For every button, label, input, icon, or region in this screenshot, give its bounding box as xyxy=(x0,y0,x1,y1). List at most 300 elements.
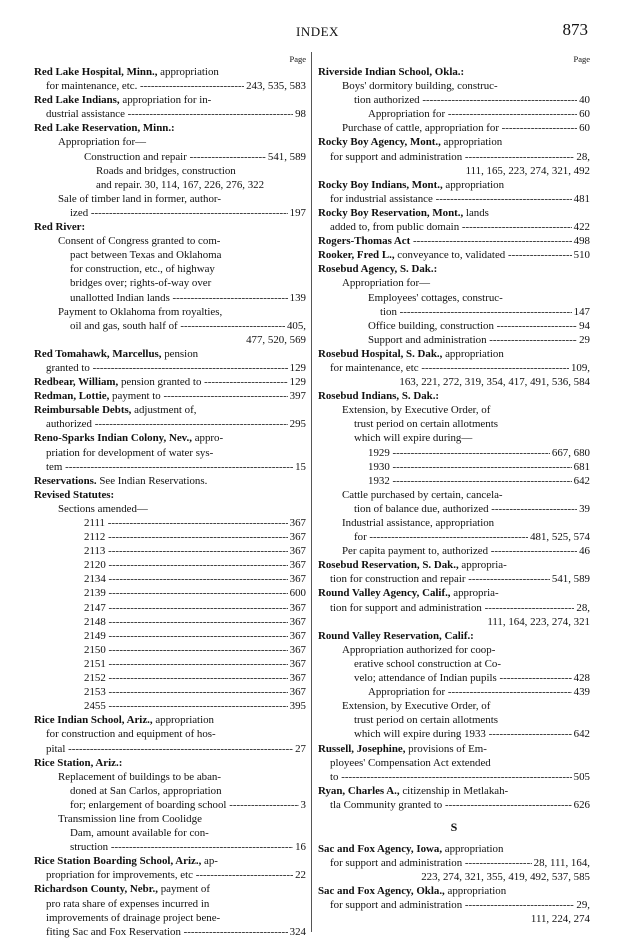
page-column-label: Page xyxy=(289,54,306,64)
index-entry-line xyxy=(318,460,590,474)
entry-heading: Rosebud Agency, S. Dak.: xyxy=(318,263,438,276)
entry-text: Appropriation for xyxy=(368,686,446,699)
entry-text: appropriation xyxy=(440,136,503,149)
entry-heading: Ryan, Charles A., xyxy=(318,784,400,797)
entry-text: Construction and repair xyxy=(84,150,187,163)
entry-heading: Sac and Fox Agency, Okla., xyxy=(318,885,445,898)
entry-text: authorized xyxy=(46,418,92,431)
page-reference: 367 xyxy=(289,686,306,699)
entry-text: Office building, construction xyxy=(368,319,494,332)
page-column-label: Page xyxy=(573,54,590,64)
entry-text: unallotted Indian lands xyxy=(70,291,170,304)
page-reference: 15 xyxy=(295,460,306,473)
page-reference: 481, 525, 574 xyxy=(530,531,590,544)
page-reference: 324 xyxy=(289,925,306,938)
index-entry-line xyxy=(318,530,590,544)
entry-text: Appropriation for— xyxy=(342,277,431,290)
index-entry-line xyxy=(318,756,590,770)
index-entry-line xyxy=(34,121,306,135)
page-reference: 367 xyxy=(289,601,306,614)
entry-heading: Russell, Josephine, xyxy=(318,742,406,755)
index-entry-line xyxy=(318,699,590,713)
index-entry-line xyxy=(34,572,306,586)
entry-text: tem xyxy=(46,460,63,473)
page-reference: 40 xyxy=(579,94,590,107)
entry-text: ployees' Compensation Act extended xyxy=(330,756,491,769)
index-entry-line xyxy=(34,615,306,629)
index-entry-line xyxy=(318,685,590,699)
entry-heading: Red Tomahawk, Marcellus, xyxy=(34,347,162,360)
index-entry-line xyxy=(318,65,590,79)
index-column-right xyxy=(318,54,590,927)
column-divider xyxy=(311,52,312,932)
entry-text: Per capita payment to, authorized xyxy=(342,545,489,558)
page-reference: 367 xyxy=(289,559,306,572)
index-entry-line xyxy=(318,516,590,530)
entry-text: appropria- xyxy=(450,587,499,600)
index-entry-line xyxy=(34,389,306,403)
entry-text: appropriation xyxy=(442,842,504,855)
entry-text: conveyance to, validated xyxy=(394,249,506,262)
page-reference: 28, xyxy=(576,150,590,163)
entry-text: erative school construction at Co- xyxy=(354,657,501,670)
index-entry-line xyxy=(318,671,590,685)
index-entry-line xyxy=(318,657,590,671)
page-reference: 295 xyxy=(289,418,306,431)
index-entry-line xyxy=(318,333,590,347)
page-reference: 129 xyxy=(289,361,306,374)
entry-heading: Rogers-Thomas Act xyxy=(318,235,411,248)
page-reference: 422 xyxy=(573,221,590,234)
page-reference: 60 xyxy=(579,108,590,121)
entry-heading: Rooker, Fred L., xyxy=(318,249,395,262)
entry-text: ap- xyxy=(201,855,218,868)
entry-text: priation for development of water sys- xyxy=(46,446,214,459)
page-reference: 29, xyxy=(576,899,590,912)
entry-text: 2147 xyxy=(84,601,106,614)
entry-text: for support and administration xyxy=(330,150,463,163)
entry-text: to xyxy=(330,770,339,783)
entry-text: tion xyxy=(380,305,397,318)
page-reference: 147 xyxy=(573,305,590,318)
entry-text: Appropriation authorized for coop- xyxy=(342,643,496,656)
index-entry-line xyxy=(318,784,590,798)
index-entry-line xyxy=(318,615,590,629)
index-entry-line xyxy=(34,629,306,643)
entry-text: payment of xyxy=(157,883,210,896)
index-entry-line xyxy=(34,305,306,319)
entry-text: fiting Sac and Fox Reservation xyxy=(46,925,181,938)
index-entry-line xyxy=(318,276,590,290)
entry-text: tion authorized xyxy=(354,94,420,107)
entry-text: tion for construction and repair xyxy=(330,573,466,586)
index-entry-line xyxy=(318,870,590,884)
index-entry-line xyxy=(34,897,306,911)
page-reference: 28, xyxy=(576,601,590,614)
page-reference: 397 xyxy=(289,390,306,403)
index-entry-line xyxy=(34,248,306,262)
entry-heading: Red Lake Indians, xyxy=(34,94,120,107)
index-entry-line xyxy=(318,135,590,149)
page-reference: 541, 589 xyxy=(551,573,590,586)
entry-text: trust period on certain allotments xyxy=(354,714,498,727)
index-column-left xyxy=(34,54,306,939)
index-entry-line xyxy=(318,629,590,643)
entry-text: dustrial assistance xyxy=(46,108,125,121)
entry-text: 2151 xyxy=(84,657,106,670)
page-reference: 428 xyxy=(573,672,590,685)
page-reference: 111, 165, 223, 274, 321, 492 xyxy=(465,164,590,177)
index-entry-line xyxy=(318,248,590,262)
entry-text: citizenship in Metlakah- xyxy=(399,784,509,797)
entry-text: 1930 xyxy=(368,460,390,473)
index-entry-line xyxy=(34,403,306,417)
index-entry-line xyxy=(34,79,306,93)
entry-heading: Rice Station Boarding School, Ariz., xyxy=(34,855,202,868)
index-entry-line xyxy=(318,474,590,488)
page-reference: 367 xyxy=(289,531,306,544)
index-entry-line xyxy=(318,150,590,164)
entry-text: Purchase of cattle, appropriation for xyxy=(342,122,499,135)
index-entry-line xyxy=(318,121,590,135)
entry-text: granted to xyxy=(46,361,90,374)
page-reference: 477, 520, 569 xyxy=(246,333,306,346)
page-reference: 367 xyxy=(289,672,306,685)
index-entry-line xyxy=(34,812,306,826)
index-entries-right-s xyxy=(318,842,590,927)
entry-text: 2112 xyxy=(84,531,106,544)
entry-text: propriation for improvements, etc xyxy=(46,869,193,882)
entry-text: 2139 xyxy=(84,587,106,600)
entry-text: Dam, amount available for con- xyxy=(70,827,209,840)
index-entry-line xyxy=(318,713,590,727)
entry-text: for maintenance, etc xyxy=(330,361,419,374)
entry-text: Extension, by Executive Order, of xyxy=(342,404,491,417)
page-reference: 510 xyxy=(573,249,590,262)
page-reference: 98 xyxy=(295,108,306,121)
index-entry-line xyxy=(318,107,590,121)
index-entry-line xyxy=(34,742,306,756)
index-entry-line xyxy=(318,192,590,206)
index-entry-line xyxy=(34,925,306,939)
index-entry-line xyxy=(34,93,306,107)
index-entry-line xyxy=(318,742,590,756)
index-entry-line xyxy=(318,375,590,389)
entry-text: 1929 xyxy=(368,446,390,459)
entry-text: for; enlargement of boarding school xyxy=(70,798,227,811)
page-reference: 39 xyxy=(579,502,590,515)
entry-heading: Rice Station, Ariz.: xyxy=(34,756,123,769)
page-reference: 163, 221, 272, 319, 354, 417, 491, 536, 584 xyxy=(399,376,590,389)
entry-text: Appropriation for— xyxy=(58,136,147,149)
page-reference: 600 xyxy=(289,587,306,600)
page-reference: 626 xyxy=(573,798,590,811)
page-reference: 111, 224, 274 xyxy=(530,913,590,926)
index-entry-line xyxy=(34,854,306,868)
entry-text: for maintenance, etc. xyxy=(46,80,138,93)
entry-text: improvements of drainage project bene- xyxy=(46,911,221,924)
index-entry-line xyxy=(318,643,590,657)
entry-text: for construction, etc., of highway xyxy=(70,263,215,276)
index-entry-line xyxy=(34,347,306,361)
entry-text: tion for support and administration xyxy=(330,601,482,614)
entry-text: appropriation xyxy=(444,885,507,898)
index-entry-line xyxy=(318,586,590,600)
index-entry-line xyxy=(34,826,306,840)
index-entry-line xyxy=(318,178,590,192)
entry-text: appropriation xyxy=(442,178,505,191)
index-entry-line xyxy=(318,842,590,856)
page-header xyxy=(0,22,628,46)
page-reference: 642 xyxy=(573,728,590,741)
entry-heading: Round Valley Reservation, Calif.: xyxy=(318,629,474,642)
entry-text: 2150 xyxy=(84,643,106,656)
index-entry-line xyxy=(318,291,590,305)
entry-text: for industrial assistance xyxy=(330,192,433,205)
index-entry-line xyxy=(34,713,306,727)
page-reference: 541, 589 xyxy=(267,150,306,163)
index-entry-line xyxy=(34,107,306,121)
index-entry-line xyxy=(318,770,590,784)
entry-text: for support and administration xyxy=(330,857,463,870)
page-reference: 46 xyxy=(579,545,590,558)
entry-text: 2153 xyxy=(84,686,106,699)
page-reference: 395 xyxy=(289,700,306,713)
index-entry-line xyxy=(318,164,590,178)
index-entry-line xyxy=(318,206,590,220)
entry-text: for xyxy=(354,531,367,544)
entry-text: 2455 xyxy=(84,700,106,713)
page-reference: 139 xyxy=(289,291,306,304)
index-entry-line xyxy=(34,276,306,290)
index-entry-line xyxy=(34,431,306,445)
entry-text: doned at San Carlos, appropriation xyxy=(70,784,222,797)
entry-text: provisions of Em- xyxy=(405,742,487,755)
index-entry-line xyxy=(318,347,590,361)
entry-heading: Red River: xyxy=(34,221,86,234)
page-reference: 60 xyxy=(579,122,590,135)
index-entry-line xyxy=(34,840,306,854)
entry-text: 2113 xyxy=(84,545,106,558)
entry-text: See Indian Reservations. xyxy=(96,474,208,487)
entry-text: Replacement of buildings to be aban- xyxy=(58,770,222,783)
index-entry-line xyxy=(34,699,306,713)
entry-text: tion of balance due, authorized xyxy=(354,502,489,515)
entry-heading: Riverside Indian School, Okla.: xyxy=(318,66,465,78)
index-entry-line xyxy=(318,856,590,870)
entry-text: Payment to Oklahoma from royalties, xyxy=(58,305,223,318)
page-reference: 405, xyxy=(286,319,306,332)
entry-heading: Richardson County, Nebr., xyxy=(34,883,158,896)
index-entry-line xyxy=(318,305,590,319)
index-entry-line xyxy=(34,643,306,657)
entry-heading: Rice Indian School, Ariz., xyxy=(34,714,153,727)
entry-text: Boys' dormitory building, construc- xyxy=(342,80,498,93)
index-entry-line xyxy=(34,361,306,375)
index-entry-line xyxy=(34,474,306,488)
index-entry-line xyxy=(34,164,306,178)
index-entry-line xyxy=(34,601,306,615)
entry-text: appropriation xyxy=(442,347,504,360)
entry-heading: Rosebud Reservation, S. Dak., xyxy=(318,559,459,572)
index-entry-line xyxy=(34,727,306,741)
index-entry-line xyxy=(318,319,590,333)
index-entry-line xyxy=(318,912,590,926)
entry-text: adjustment of, xyxy=(131,404,197,417)
entry-text: tla Community granted to xyxy=(330,798,443,811)
index-entry-line xyxy=(34,234,306,248)
index-entry-line xyxy=(318,79,590,93)
entry-text: lands xyxy=(463,206,489,219)
page-reference: 129 xyxy=(289,376,306,389)
index-entry-line xyxy=(34,446,306,460)
index-entry-line xyxy=(34,65,306,79)
index-entry-line xyxy=(318,403,590,417)
index-entry-line xyxy=(318,234,590,248)
entry-text: 2152 xyxy=(84,672,106,685)
index-entry-line xyxy=(34,150,306,164)
index-entry-line xyxy=(34,911,306,925)
entry-text: pension granted to xyxy=(118,376,202,389)
index-entry-line xyxy=(34,333,306,347)
index-entry-line xyxy=(318,544,590,558)
index-entry-line xyxy=(318,417,590,431)
entry-heading: Reno-Sparks Indian Colony, Nev., xyxy=(34,432,192,445)
index-entry-line xyxy=(318,220,590,234)
entry-text: Transmission line from Coolidge xyxy=(58,812,202,825)
entry-heading: Reservations. xyxy=(34,474,97,487)
index-entry-line xyxy=(34,671,306,685)
entry-heading: Redman, Lottie, xyxy=(34,390,110,403)
index-entry-line xyxy=(34,192,306,206)
index-entry-line xyxy=(34,756,306,770)
entry-heading: Rosebud Indians, S. Dak.: xyxy=(318,390,440,403)
page-reference: 28, 111, 164, xyxy=(533,857,590,870)
entry-heading: Sac and Fox Agency, Iowa, xyxy=(318,842,443,855)
entry-text: which will expire during 1933 xyxy=(354,728,486,741)
page-reference: 367 xyxy=(289,643,306,656)
index-entry-line xyxy=(34,586,306,600)
entry-text: Roads and bridges, construction xyxy=(96,164,236,177)
index-entry-line xyxy=(34,868,306,882)
page-reference: 111, 164, 223, 274, 321 xyxy=(487,615,590,628)
entry-heading: Rosebud Hospital, S. Dak., xyxy=(318,347,443,360)
index-entry-line xyxy=(34,460,306,474)
page-reference: 367 xyxy=(289,545,306,558)
index-entry-line xyxy=(318,572,590,586)
index-entry-line xyxy=(34,488,306,502)
entry-heading: Reimbursable Debts, xyxy=(34,404,132,417)
entry-text: which will expire during— xyxy=(354,432,473,445)
entry-heading: Rocky Boy Reservation, Mont., xyxy=(318,206,464,219)
entry-heading: Rocky Boy Agency, Mont., xyxy=(318,136,441,149)
index-entry-line xyxy=(318,798,590,812)
page-reference: 367 xyxy=(289,517,306,529)
entry-text: 2149 xyxy=(84,629,106,642)
index-entry-line xyxy=(34,375,306,389)
entry-heading: Red Lake Hospital, Minn., xyxy=(34,66,158,78)
entry-text: 2134 xyxy=(84,573,106,586)
entry-heading: Rocky Boy Indians, Mont., xyxy=(318,178,443,191)
index-entry-line xyxy=(318,389,590,403)
entry-text: oil and gas, south half of xyxy=(70,319,178,332)
page-reference: 29 xyxy=(579,333,590,346)
entry-heading: Round Valley Agency, Calif., xyxy=(318,587,451,600)
entry-text: Industrial assistance, appropriation xyxy=(342,517,495,529)
page-reference: 243, 535, 583 xyxy=(246,80,306,93)
index-entry-line xyxy=(318,431,590,445)
page-reference: 367 xyxy=(289,657,306,670)
entry-text: Employees' cottages, construc- xyxy=(368,291,503,304)
index-entry-line xyxy=(34,882,306,896)
entry-text: and repair. 30, 114, 167, 226, 276, 322 xyxy=(96,178,265,191)
entry-text: appro- xyxy=(191,432,224,445)
page-number: 873 xyxy=(562,20,588,39)
page-reference: 439 xyxy=(573,686,590,699)
index-entry-line xyxy=(34,685,306,699)
entry-text: appropriation xyxy=(157,66,219,78)
page-reference: 367 xyxy=(289,615,306,628)
entry-text: bridges over; rights-of-way over xyxy=(70,277,212,290)
page-reference: 642 xyxy=(573,474,590,487)
entry-text: pital xyxy=(46,742,66,755)
page-reference: 94 xyxy=(579,319,590,332)
entry-heading: Redbear, William, xyxy=(34,376,119,389)
page-reference: 197 xyxy=(289,206,306,219)
index-entry-line xyxy=(318,727,590,741)
page-reference: 16 xyxy=(295,841,306,854)
index-entry-line xyxy=(34,544,306,558)
index-entry-line xyxy=(34,417,306,431)
index-entry-line xyxy=(318,502,590,516)
entry-text: ized xyxy=(70,206,89,219)
index-entry-line xyxy=(34,657,306,671)
running-title: INDEX xyxy=(296,24,339,39)
index-entry-line xyxy=(34,220,306,234)
entry-text: Sale of timber land in former, author- xyxy=(58,192,221,205)
page-reference: 22 xyxy=(295,869,306,882)
page-reference: 681 xyxy=(573,460,590,473)
index-entry-line xyxy=(34,558,306,572)
entry-text: struction xyxy=(70,841,109,854)
index-entry-line xyxy=(34,206,306,220)
index-entries-left xyxy=(34,65,306,939)
index-entry-line xyxy=(34,770,306,784)
entry-text: appropria- xyxy=(458,559,507,572)
entry-text: velo; attendance of Indian pupils xyxy=(354,672,497,685)
page-reference: 667, 680 xyxy=(551,446,590,459)
index-entry-line xyxy=(318,601,590,615)
page-reference: 3 xyxy=(300,798,306,811)
entry-text: Extension, by Executive Order, of xyxy=(342,700,491,713)
entry-text: Cattle purchased by certain, cancela- xyxy=(342,488,503,501)
entry-text: Appropriation for xyxy=(368,108,446,121)
entry-heading: Red Lake Reservation, Minn.: xyxy=(34,122,175,135)
entry-text: 1932 xyxy=(368,474,390,487)
entry-text: Consent of Congress granted to com- xyxy=(58,235,221,248)
entry-text: Sections amended— xyxy=(58,502,148,515)
page-reference: 481 xyxy=(573,192,590,205)
entry-text: payment to xyxy=(109,390,161,403)
entry-text: appropriation xyxy=(152,714,215,727)
page-reference: 27 xyxy=(295,742,306,755)
section-letter: S xyxy=(450,819,458,834)
index-entry-line xyxy=(318,558,590,572)
index-entry-line xyxy=(34,319,306,333)
index-entries-right xyxy=(318,65,590,812)
entry-text: pact between Texas and Oklahoma xyxy=(70,249,222,262)
index-entry-line xyxy=(34,784,306,798)
